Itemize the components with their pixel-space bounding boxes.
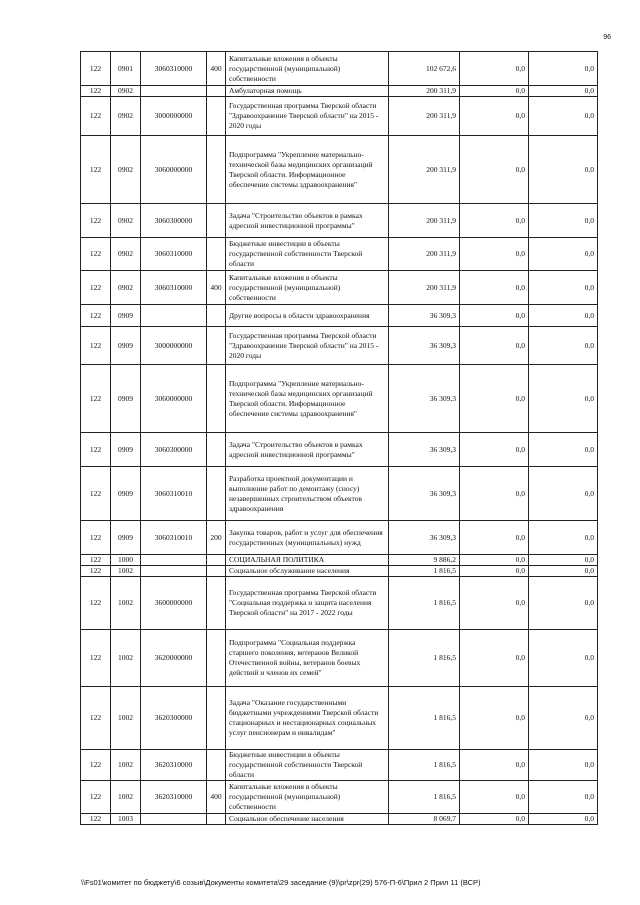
- item-name-cell: Подпрограмма "Социальная поддержка старшего поколения, ветеранов Великой Отечественной войны, ветеранов боевых действий и членов их семей": [226, 630, 389, 687]
- amount-3-cell: 0,0: [529, 327, 598, 365]
- amount-2-cell: 0,0: [460, 86, 529, 97]
- table-row: [81, 365, 598, 433]
- amount-cell: 36 309,3: [389, 305, 460, 327]
- budget-table: [80, 51, 598, 825]
- item-name-cell: Бюджетные инвестиции в объекты государственной собственности Тверской области: [226, 238, 389, 271]
- admin-code-cell: 122: [81, 86, 111, 97]
- item-name-cell: Капитальные вложения в объекты государственной (муниципальной) собственности: [226, 271, 389, 305]
- amount-3-cell: 0,0: [529, 577, 598, 630]
- target-code-cell: [141, 566, 207, 577]
- target-code-cell: 3060300000: [141, 433, 207, 467]
- section-code-cell: 1002: [111, 630, 141, 687]
- table-row: [81, 204, 598, 238]
- section-code-cell: 1002: [111, 750, 141, 781]
- amount-3-cell: 0,0: [529, 750, 598, 781]
- item-name-cell: Задача "Строительство объектов в рамках адресной инвестиционной программы": [226, 433, 389, 467]
- amount-2-cell: 0,0: [460, 305, 529, 327]
- admin-code-cell: 122: [81, 271, 111, 305]
- admin-code-cell: 122: [81, 327, 111, 365]
- target-code-cell: 3620310000: [141, 750, 207, 781]
- target-code-cell: [141, 86, 207, 97]
- section-code-cell: 0909: [111, 327, 141, 365]
- admin-code-cell: 122: [81, 521, 111, 555]
- amount-cell: 1 816,5: [389, 630, 460, 687]
- table-row: [81, 687, 598, 750]
- admin-code-cell: 122: [81, 305, 111, 327]
- target-code-cell: 3060300000: [141, 204, 207, 238]
- amount-3-cell: 0,0: [529, 687, 598, 750]
- target-code-cell: [141, 555, 207, 566]
- amount-3-cell: 0,0: [529, 781, 598, 814]
- table-row: [81, 521, 598, 555]
- section-code-cell: 1002: [111, 781, 141, 814]
- section-code-cell: 0909: [111, 521, 141, 555]
- amount-cell: 200 311,9: [389, 97, 460, 136]
- table-row: [81, 467, 598, 521]
- item-name-cell: Задача "Строительство объектов в рамках адресной инвестиционной программы": [226, 204, 389, 238]
- section-code-cell: 0901: [111, 52, 141, 86]
- admin-code-cell: 122: [81, 97, 111, 136]
- expense-type-cell: [207, 204, 226, 238]
- amount-3-cell: 0,0: [529, 305, 598, 327]
- item-name-cell: Государственная программа Тверской области "Здравоохранение Тверской области" на 2015 - 2020 годы: [226, 327, 389, 365]
- table-row: [81, 630, 598, 687]
- target-code-cell: 3620000000: [141, 630, 207, 687]
- amount-2-cell: 0,0: [460, 630, 529, 687]
- amount-3-cell: 0,0: [529, 86, 598, 97]
- target-code-cell: 3060310000: [141, 271, 207, 305]
- amount-3-cell: 0,0: [529, 555, 598, 566]
- amount-cell: 36 309,3: [389, 467, 460, 521]
- section-code-cell: 0902: [111, 204, 141, 238]
- admin-code-cell: 122: [81, 204, 111, 238]
- item-name-cell: Подпрограмма "Укрепление материально-технической базы медицинских организаций Тверской области. Информационное обеспечение системы здравоохранения": [226, 365, 389, 433]
- item-name-cell: Капитальные вложения в объекты государственной (муниципальной) собственности: [226, 781, 389, 814]
- amount-cell: 1 816,5: [389, 577, 460, 630]
- table-row: [81, 555, 598, 566]
- table-row: [81, 750, 598, 781]
- expense-type-cell: [207, 305, 226, 327]
- amount-2-cell: 0,0: [460, 814, 529, 825]
- amount-cell: 1 816,5: [389, 781, 460, 814]
- expense-type-cell: [207, 630, 226, 687]
- amount-cell: 36 309,3: [389, 433, 460, 467]
- table-row: [81, 566, 598, 577]
- amount-cell: 8 069,7: [389, 814, 460, 825]
- admin-code-cell: 122: [81, 781, 111, 814]
- amount-cell: 200 311,9: [389, 86, 460, 97]
- expense-type-cell: 400: [207, 781, 226, 814]
- target-code-cell: 3620300000: [141, 687, 207, 750]
- admin-code-cell: 122: [81, 577, 111, 630]
- section-code-cell: 0909: [111, 433, 141, 467]
- amount-2-cell: 0,0: [460, 365, 529, 433]
- item-name-cell: Социальное обслуживание населения: [226, 566, 389, 577]
- admin-code-cell: 122: [81, 555, 111, 566]
- amount-2-cell: 0,0: [460, 577, 529, 630]
- expense-type-cell: [207, 566, 226, 577]
- section-code-cell: 1002: [111, 687, 141, 750]
- amount-2-cell: 0,0: [460, 781, 529, 814]
- amount-3-cell: 0,0: [529, 467, 598, 521]
- expense-type-cell: [207, 577, 226, 630]
- item-name-cell: Государственная программа Тверской области "Социальная поддержка и защита населения Тверской области" на 2017 - 2022 годы: [226, 577, 389, 630]
- table-row: [81, 577, 598, 630]
- table-row: [81, 52, 598, 86]
- section-code-cell: 1003: [111, 814, 141, 825]
- amount-cell: 1 816,5: [389, 750, 460, 781]
- admin-code-cell: 122: [81, 814, 111, 825]
- target-code-cell: 3060000000: [141, 365, 207, 433]
- section-code-cell: 0909: [111, 305, 141, 327]
- expense-type-cell: [207, 97, 226, 136]
- amount-3-cell: 0,0: [529, 52, 598, 86]
- admin-code-cell: 122: [81, 750, 111, 781]
- admin-code-cell: 122: [81, 566, 111, 577]
- admin-code-cell: 122: [81, 365, 111, 433]
- target-code-cell: 3000000000: [141, 327, 207, 365]
- table-row: [81, 327, 598, 365]
- admin-code-cell: 122: [81, 630, 111, 687]
- section-code-cell: 1000: [111, 555, 141, 566]
- table-row: [81, 97, 598, 136]
- amount-cell: 200 311,9: [389, 271, 460, 305]
- file-path-footer: \\Fs01\комитет по бюджету\6 созыв\Документы комитета\29 заседание (9)\pr\zpr(29) 576-П-6\Прил 2 Прил 11 (ВСР): [81, 878, 481, 887]
- page-number: 96: [603, 34, 611, 41]
- item-name-cell: Закупка товаров, работ и услуг для обеспечения государственных (муниципальных) нужд: [226, 521, 389, 555]
- expense-type-cell: [207, 814, 226, 825]
- item-name-cell: Государственная программа Тверской области "Здравоохранение Тверской области" на 2015 - 2020 годы: [226, 97, 389, 136]
- amount-2-cell: 0,0: [460, 687, 529, 750]
- table-row: [81, 305, 598, 327]
- expense-type-cell: [207, 687, 226, 750]
- amount-cell: 200 311,9: [389, 238, 460, 271]
- amount-cell: 200 311,9: [389, 204, 460, 238]
- amount-cell: 1 816,5: [389, 687, 460, 750]
- target-code-cell: 3060310010: [141, 521, 207, 555]
- section-code-cell: 0902: [111, 238, 141, 271]
- table-row: [81, 433, 598, 467]
- amount-2-cell: 0,0: [460, 327, 529, 365]
- target-code-cell: 3620310000: [141, 781, 207, 814]
- expense-type-cell: [207, 750, 226, 781]
- amount-3-cell: 0,0: [529, 271, 598, 305]
- expense-type-cell: 400: [207, 271, 226, 305]
- section-code-cell: 0902: [111, 136, 141, 204]
- target-code-cell: 3060310000: [141, 238, 207, 271]
- item-name-cell: Разработка проектной документации и выполнение работ по демонтажу (сносу) незавершенных строительством объектов здравоохранения: [226, 467, 389, 521]
- target-code-cell: 3600000000: [141, 577, 207, 630]
- target-code-cell: 3060310010: [141, 467, 207, 521]
- amount-2-cell: 0,0: [460, 271, 529, 305]
- table-row: [81, 238, 598, 271]
- admin-code-cell: 122: [81, 52, 111, 86]
- item-name-cell: Другие вопросы в области здравоохранения: [226, 305, 389, 327]
- amount-cell: 102 672,6: [389, 52, 460, 86]
- amount-3-cell: 0,0: [529, 433, 598, 467]
- amount-3-cell: 0,0: [529, 204, 598, 238]
- item-name-cell: Бюджетные инвестиции в объекты государственной собственности Тверской области: [226, 750, 389, 781]
- admin-code-cell: 122: [81, 433, 111, 467]
- admin-code-cell: 122: [81, 467, 111, 521]
- expense-type-cell: [207, 467, 226, 521]
- amount-3-cell: 0,0: [529, 814, 598, 825]
- item-name-cell: Подпрограмма "Укрепление материально-технической базы медицинских организаций Тверской области. Информационное обеспечение системы здравоохранения": [226, 136, 389, 204]
- expense-type-cell: [207, 86, 226, 97]
- amount-3-cell: 0,0: [529, 97, 598, 136]
- target-code-cell: [141, 305, 207, 327]
- expense-type-cell: [207, 327, 226, 365]
- expense-type-cell: [207, 365, 226, 433]
- admin-code-cell: 122: [81, 136, 111, 204]
- expense-type-cell: [207, 136, 226, 204]
- amount-3-cell: 0,0: [529, 238, 598, 271]
- target-code-cell: 3060000000: [141, 136, 207, 204]
- amount-3-cell: 0,0: [529, 136, 598, 204]
- amount-cell: 200 311,9: [389, 136, 460, 204]
- amount-2-cell: 0,0: [460, 433, 529, 467]
- section-code-cell: 1002: [111, 566, 141, 577]
- amount-2-cell: 0,0: [460, 204, 529, 238]
- amount-cell: 1 816,5: [389, 566, 460, 577]
- amount-2-cell: 0,0: [460, 566, 529, 577]
- section-code-cell: 1002: [111, 577, 141, 630]
- admin-code-cell: 122: [81, 238, 111, 271]
- amount-cell: 36 309,3: [389, 365, 460, 433]
- table-row: [81, 86, 598, 97]
- section-code-cell: 0909: [111, 365, 141, 433]
- amount-3-cell: 0,0: [529, 365, 598, 433]
- amount-2-cell: 0,0: [460, 97, 529, 136]
- target-code-cell: 3000000000: [141, 97, 207, 136]
- amount-3-cell: 0,0: [529, 566, 598, 577]
- amount-2-cell: 0,0: [460, 750, 529, 781]
- amount-3-cell: 0,0: [529, 630, 598, 687]
- section-code-cell: 0902: [111, 86, 141, 97]
- admin-code-cell: 122: [81, 687, 111, 750]
- budget-rows: [81, 52, 598, 825]
- amount-2-cell: 0,0: [460, 467, 529, 521]
- amount-cell: 36 309,3: [389, 521, 460, 555]
- target-code-cell: 3060310000: [141, 52, 207, 86]
- section-code-cell: 0909: [111, 467, 141, 521]
- amount-cell: 36 309,3: [389, 327, 460, 365]
- expense-type-cell: 400: [207, 52, 226, 86]
- table-row: [81, 781, 598, 814]
- amount-2-cell: 0,0: [460, 52, 529, 86]
- amount-2-cell: 0,0: [460, 555, 529, 566]
- item-name-cell: Социальное обеспечение населения: [226, 814, 389, 825]
- amount-2-cell: 0,0: [460, 521, 529, 555]
- expense-type-cell: [207, 238, 226, 271]
- expense-type-cell: [207, 555, 226, 566]
- item-name-cell: Капитальные вложения в объекты государственной (муниципальной) собственности: [226, 52, 389, 86]
- table-row: [81, 814, 598, 825]
- item-name-cell: Амбулаторная помощь: [226, 86, 389, 97]
- item-name-cell: СОЦИАЛЬНАЯ ПОЛИТИКА: [226, 555, 389, 566]
- section-code-cell: 0902: [111, 271, 141, 305]
- table-row: [81, 136, 598, 204]
- amount-2-cell: 0,0: [460, 238, 529, 271]
- amount-cell: 9 886,2: [389, 555, 460, 566]
- expense-type-cell: 200: [207, 521, 226, 555]
- amount-2-cell: 0,0: [460, 136, 529, 204]
- amount-3-cell: 0,0: [529, 521, 598, 555]
- table-row: [81, 271, 598, 305]
- section-code-cell: 0902: [111, 97, 141, 136]
- expense-type-cell: [207, 433, 226, 467]
- item-name-cell: Задача "Оказание государственными бюджетными учреждениями Тверской области стационарных и нестационарных социальных услуг пенсионерам и инвалидам": [226, 687, 389, 750]
- target-code-cell: [141, 814, 207, 825]
